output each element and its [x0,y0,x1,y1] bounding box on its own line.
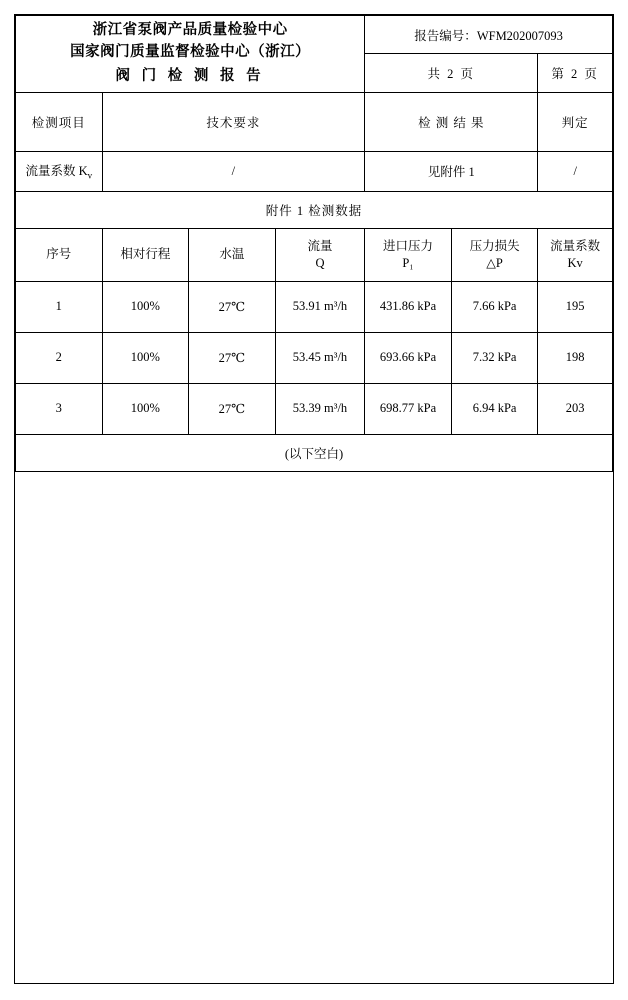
cell-flow [275,383,365,434]
result-judgement: / [538,151,613,191]
report-page [14,14,614,984]
header-org-block [16,16,365,93]
cell-pressure-loss: 7.66 kPa [451,281,538,332]
data-col-inlet-line2: P₁ [402,255,414,270]
cell-inlet-pressure: 693.66 kPa [365,332,452,383]
cell-no: 3 [16,383,103,434]
report-number-cell [365,16,613,54]
data-col-kv-line2: Kv [567,255,583,270]
total-pages: 共 2 页 [365,54,538,92]
cell-inlet-pressure: 431.86 kPa [365,281,452,332]
cell-inlet-pressure: 698.77 kPa [365,383,452,434]
cell-kv: 203 [538,383,613,434]
data-col-kv [538,228,613,281]
org-name-line1: 浙江省泵阀产品质量检验中心 [92,22,288,38]
data-col-flow-line2: Q [315,255,325,270]
cell-temp: 27℃ [189,281,276,332]
current-page: 第 2 页 [538,54,613,92]
result-value: 见附件 1 [365,151,538,191]
table-row [16,332,613,383]
cell-flow-value: 53.45 [292,350,321,365]
data-col-no [16,228,103,281]
cell-temp: 27℃ [189,383,276,434]
table-row [16,383,613,434]
data-col-temp-line1: 水温 [219,247,245,262]
report-number-label: 报告编号： [414,28,477,43]
col-header-item: 检测项目 [16,92,103,151]
col-header-requirement: 技术要求 [102,92,365,151]
attachment-title: 附件 1 检测数据 [16,191,613,228]
result-item-subscript: v [87,170,93,181]
cell-flow-value: 53.39 [292,401,321,416]
cell-pressure-loss: 6.94 kPa [451,383,538,434]
cell-travel: 100% [102,383,189,434]
data-col-flow-line1: 流量 [307,238,333,253]
result-item-text: 流量系数 K [25,164,88,179]
report-table [15,15,613,472]
attachment-header-row [16,228,613,281]
report-title: 阀 门 检 测 报 告 [115,67,265,84]
result-row [16,151,613,191]
result-item-name [16,151,103,191]
cell-no: 1 [16,281,103,332]
header-row-1 [16,16,613,54]
attachment-title-row [16,191,613,228]
cell-travel: 100% [102,281,189,332]
blank-note: (以下空白) [16,434,613,471]
blank-note-row [16,434,613,471]
cell-no: 2 [16,332,103,383]
data-col-travel-line1: 相对行程 [120,247,171,262]
table-row [16,281,613,332]
cell-flow-value: 53.91 [292,299,321,314]
col-header-result: 检 测 结 果 [365,92,538,151]
result-header-row [16,92,613,151]
cell-flow [275,332,365,383]
org-name-line2: 国家阀门质量监督检验中心（浙江） [70,44,311,61]
col-header-judgement: 判定 [538,92,613,151]
cell-flow [275,281,365,332]
data-col-inlet-line1: 进口压力 [383,238,434,253]
data-col-kv-line1: 流量系数 [550,238,601,253]
data-col-travel [102,228,189,281]
data-col-temp [189,228,276,281]
report-number-value: WFM202007093 [476,28,563,43]
data-col-loss-line2: △P [486,255,503,270]
data-col-loss [451,228,538,281]
cell-flow-unit: m³/h [323,350,348,365]
cell-flow-unit: m³/h [323,401,348,416]
cell-kv: 198 [538,332,613,383]
cell-temp: 27℃ [189,332,276,383]
cell-travel: 100% [102,332,189,383]
cell-pressure-loss: 7.32 kPa [451,332,538,383]
cell-kv: 195 [538,281,613,332]
data-col-inlet [365,228,452,281]
data-col-no-line1: 序号 [46,247,72,262]
cell-flow-unit: m³/h [323,299,348,314]
result-requirement: / [102,151,365,191]
data-col-flow [275,228,365,281]
data-col-loss-line1: 压力损失 [469,238,520,253]
